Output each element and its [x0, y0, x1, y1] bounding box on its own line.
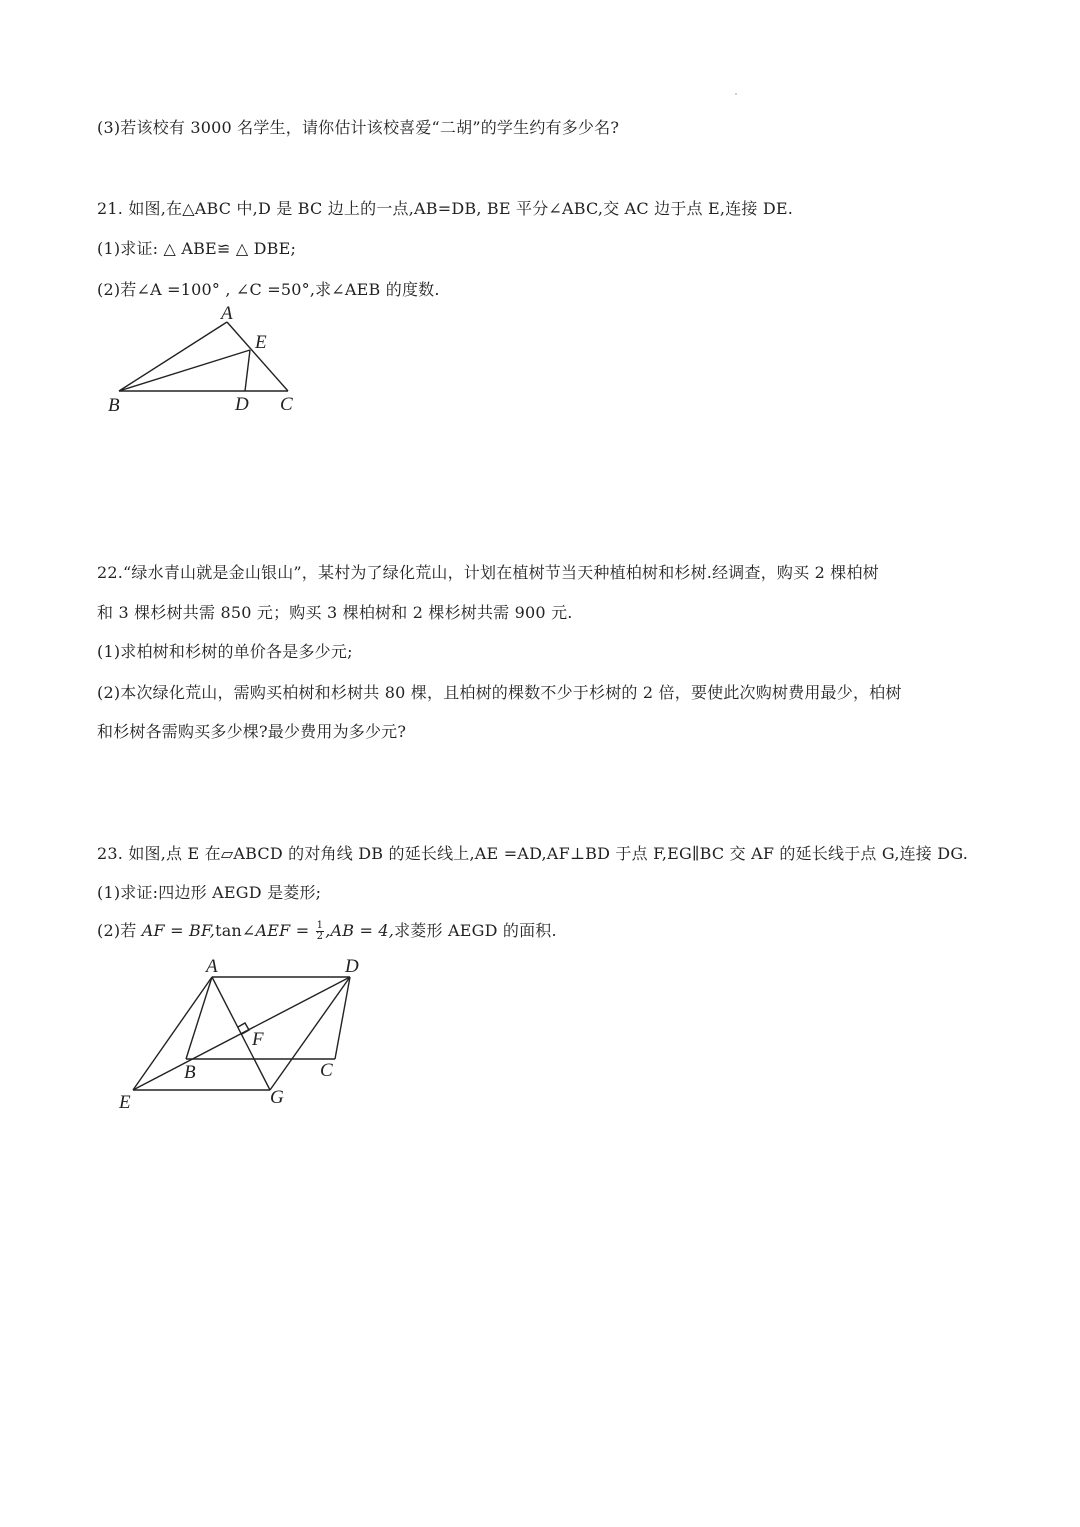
- q21-part1: (1)求证: △ ABE≌ △ DBE;: [97, 239, 297, 258]
- q23-part2-math1: AF = BF,: [141, 921, 216, 940]
- label-d: D: [235, 394, 249, 415]
- q23-stem: 23. 如图,点 E 在▱ABCD 的对角线 DB 的延长线上,AE =AD,AF⊥BD 于点 F,EG∥BC 交 AF 的延长线于点 G,连接 DG.: [97, 844, 969, 863]
- q23-part2-fraction: $\frac{1}{2}$: [316, 920, 324, 942]
- label-b: B: [108, 395, 120, 416]
- segment-ab: [186, 977, 212, 1059]
- label-c: C: [280, 394, 293, 415]
- q23-part2-tan: tan∠: [215, 921, 256, 940]
- q22-line1: 22.“绿水青山就是金山银山”，某村为了绿化荒山，计划在植树节当天种植柏树和杉树.经调查，购买 2 棵柏树: [97, 563, 879, 582]
- segment-ae: [133, 977, 212, 1090]
- q22-part2-line2: 和杉树各需购买多少棵?最少费用为多少元?: [97, 722, 407, 741]
- segment-gd: [270, 977, 350, 1090]
- q21-part2: (2)若∠A =100° , ∠C =50°,求∠AEB 的度数.: [97, 280, 440, 299]
- segment-cd: [335, 977, 350, 1059]
- q23-part1: (1)求证:四边形 AEGD 是菱形;: [97, 883, 322, 902]
- q21-stem: 21. 如图,在△ABC 中,D 是 BC 边上的一点,AB=DB, BE 平分∠ABC,交 AC 边于点 E,连接 DE.: [97, 199, 794, 218]
- q23-part2-suffix: 求菱形 AEGD 的面积.: [394, 921, 557, 940]
- q23-part2-eq: =: [290, 921, 315, 940]
- label-c: C: [320, 1060, 333, 1081]
- q23-part2-math2: AEF: [255, 921, 291, 940]
- label-f: F: [252, 1029, 264, 1050]
- label-b: B: [184, 1062, 196, 1083]
- label-g: G: [270, 1087, 284, 1108]
- q23-part2-math3: ,AB = 4,: [325, 921, 395, 940]
- label-e: E: [119, 1092, 131, 1113]
- q20-part3: (3)若该校有 3000 名学生，请你估计该校喜爱“二胡”的学生约有多少名?: [97, 118, 620, 137]
- q22-part2-line1: (2)本次绿化荒山，需购买柏树和杉树共 80 棵，且柏树的棵数不少于杉树的 2 倍，要使此次购树费用最少，柏树: [97, 683, 902, 702]
- q22-part1: (1)求柏树和杉树的单价各是多少元;: [97, 642, 353, 661]
- label-d: D: [345, 956, 359, 977]
- label-a: A: [221, 303, 233, 324]
- q23-part2-prefix: (2)若: [97, 921, 142, 940]
- q22-line2: 和 3 棵杉树共需 850 元；购买 3 棵柏树和 2 棵杉树共需 900 元.: [97, 603, 573, 622]
- label-e: E: [255, 332, 267, 353]
- label-a: A: [206, 956, 218, 977]
